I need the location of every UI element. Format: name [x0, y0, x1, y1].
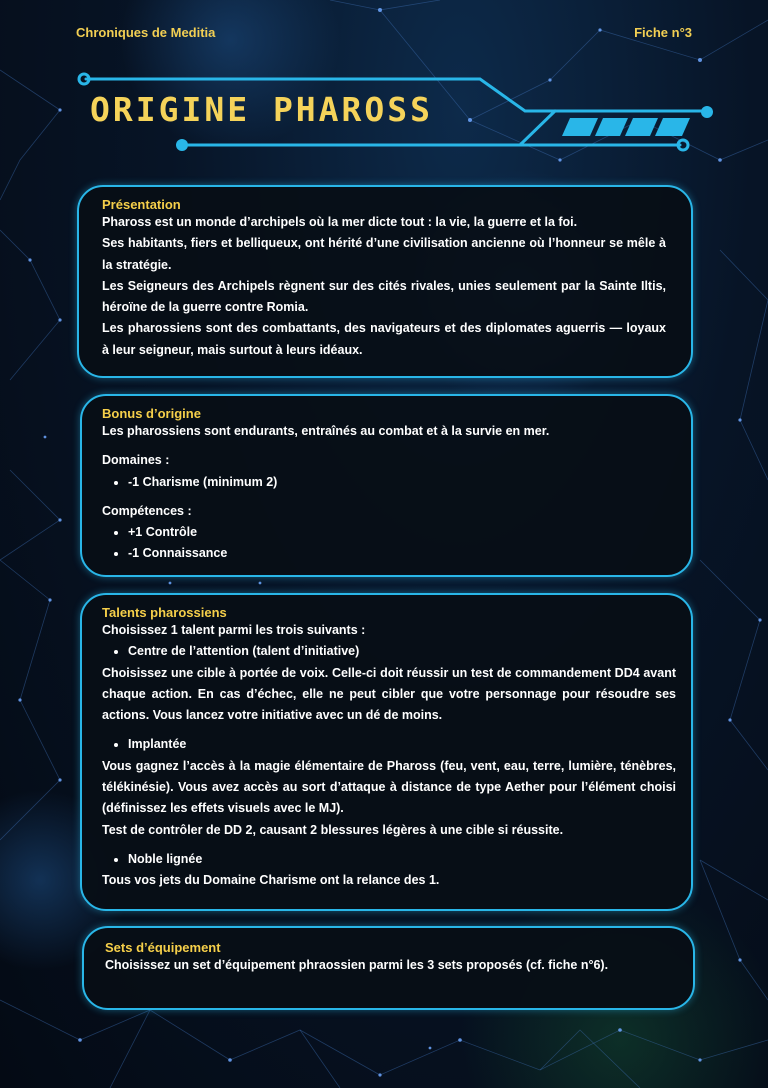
skills-label: Compétences :: [102, 503, 192, 518]
equipment-text: Choisissez un set d’équipement phraossien parmi les 3 sets proposés (cf. fiche n°6).: [105, 958, 609, 972]
presentation-heading: Présentation: [102, 197, 181, 212]
skill-item: • +1 Contrôle: [128, 522, 666, 543]
page-title: ORIGINE PHAROSS: [90, 90, 434, 129]
talents-panel: [80, 593, 693, 911]
presentation-paragraph: Les pharossiens sont des combattants, des navigateurs et des diplomates aguerris — loyaux à leur seigneur, mais surtout à leurs idéaux.: [102, 321, 666, 357]
equipment-heading: Sets d’équipement: [105, 940, 221, 955]
skill-item: • -1 Connaissance: [128, 543, 666, 564]
book-title: Chroniques de Meditia: [76, 25, 216, 40]
talent-description: Tous vos jets du Domaine Charisme ont la relance des 1.: [102, 873, 440, 888]
talent-description: Vous gagnez l’accès à la magie élémentaire de Phaross (feu, vent, eau, terre, lumière, ténèbres, télékinésie). Vous avez accès au sort d’attaque à distance de type Aether pour l’élément choisi (définissez les effets visuels avec le MJ).: [102, 758, 676, 816]
talents-heading: Talents pharossiens: [102, 605, 227, 620]
talent-name: • Noble lignée: [128, 849, 676, 870]
equipment-panel: [82, 926, 695, 1010]
talent-description: Choisissez une cible à portée de voix. Celle-ci doit réussir un test de commandement DD4 avant chaque action. En cas d’échec, elle ne peut cibler que votre personnage pour résoudre ses actions. Vous lancez votre initiative avec un dé de moins.: [102, 665, 676, 723]
talent-name: • Centre de l’attention (talent d’initiative): [128, 641, 676, 662]
presentation-paragraph: Phaross est un monde d’archipels où la mer dicte tout : la vie, la guerre et la foi.: [102, 215, 578, 229]
domains-label: Domaines :: [102, 453, 170, 468]
bonus-intro: Les pharossiens sont endurants, entraînés au combat et à la survie en mer.: [102, 424, 550, 438]
domain-item: • -1 Charisme (minimum 2): [128, 472, 666, 493]
talent-description: Test de contrôler de DD 2, causant 2 blessures légères à une cible si réussite.: [102, 822, 564, 837]
talents-intro: Choisissez 1 talent parmi les trois suivants :: [102, 623, 366, 637]
presentation-panel: [77, 185, 693, 378]
talent-name: • Implantée: [128, 734, 676, 755]
sheet-number: Fiche n°3: [634, 25, 692, 40]
origin-bonus-panel: [80, 394, 693, 577]
skills-list: [102, 522, 666, 565]
domains-list: [102, 472, 666, 493]
presentation-paragraph: Les Seigneurs des Archipels règnent sur des cités rivales, unies seulement par la Sainte Iltis, héroïne de la guerre contre Romia.: [102, 278, 666, 315]
presentation-paragraph: Ses habitants, fiers et belliqueux, ont hérité d’une civilisation ancienne où l’honneur se mêle à la stratégie.: [102, 236, 666, 272]
bonus-heading: Bonus d’origine: [102, 406, 201, 421]
